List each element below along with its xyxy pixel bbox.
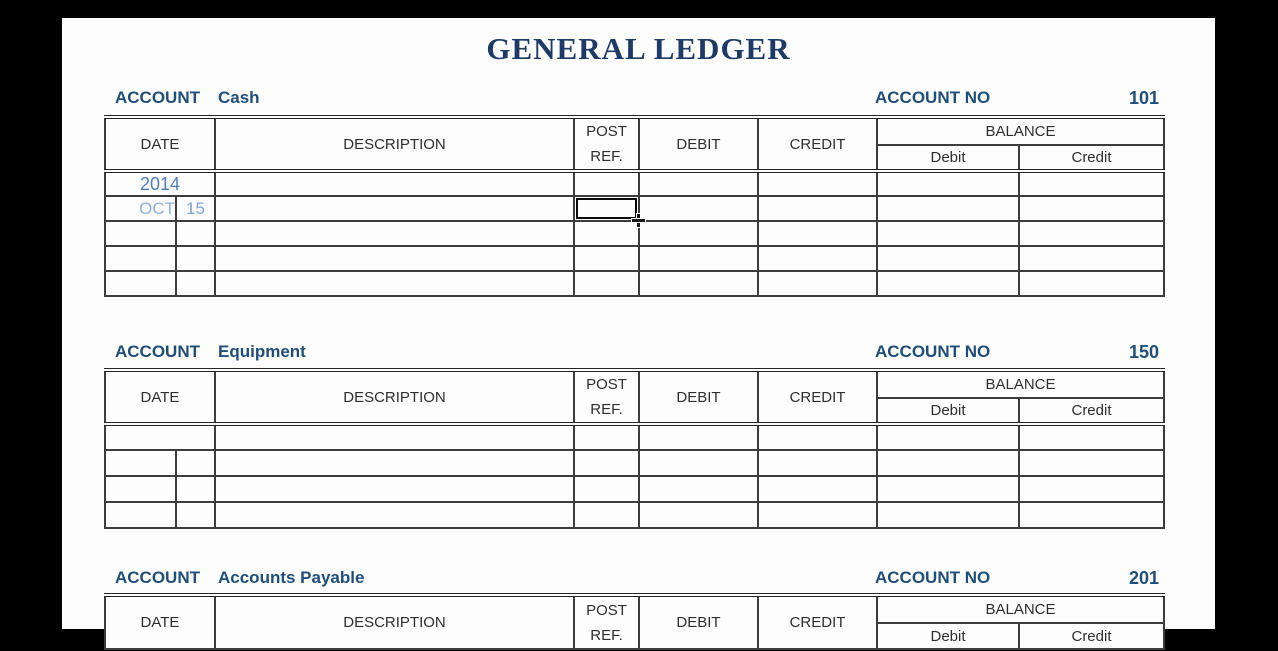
table-row [105, 196, 1164, 221]
col-header-balance-credit: Credit [1019, 398, 1164, 424]
col-header-credit: CREDIT [758, 370, 877, 424]
ledger-cell[interactable] [574, 171, 639, 196]
ledger-cell[interactable] [877, 424, 1019, 450]
ledger-cell[interactable] [1019, 502, 1164, 528]
col-header-balance-debit: Debit [877, 145, 1019, 171]
ledger-cell[interactable] [639, 424, 758, 450]
table-row [105, 271, 1164, 296]
ledger-cell[interactable] [105, 271, 176, 296]
table-row [105, 450, 1164, 476]
ledger-cell[interactable] [639, 271, 758, 296]
ledger-cell[interactable] [574, 221, 639, 246]
selected-cell[interactable] [574, 196, 639, 221]
ledger-cell[interactable] [105, 476, 176, 502]
col-header-post-ref [574, 370, 639, 424]
ledger-cell[interactable] [758, 196, 877, 221]
ledger-cell[interactable] [758, 502, 877, 528]
col-header-balance: BALANCE [877, 595, 1164, 623]
table-row [105, 221, 1164, 246]
date-day-cell[interactable]: 15 [176, 196, 215, 221]
ledger-cell[interactable] [877, 450, 1019, 476]
ledger-page [62, 18, 1215, 645]
col-header-balance-credit: Credit [1019, 623, 1164, 649]
ledger-cell[interactable] [176, 476, 215, 502]
page-title: GENERAL LEDGER [486, 31, 791, 66]
post-ref-line2: REF. [590, 626, 623, 644]
table-row [105, 502, 1164, 528]
ledger-cell[interactable] [1019, 246, 1164, 271]
post-ref-line1: POST [586, 376, 627, 393]
col-header-debit: DEBIT [639, 117, 758, 171]
ledger-cell[interactable] [877, 271, 1019, 296]
ledger-cell[interactable] [758, 246, 877, 271]
ledger-cell[interactable] [215, 450, 574, 476]
ledger-cell[interactable] [215, 246, 574, 271]
col-header-description: DESCRIPTION [215, 595, 574, 649]
table-row [105, 476, 1164, 502]
account-name: Equipment [218, 342, 306, 361]
col-header-date: DATE [105, 117, 215, 171]
account-no-value: 101 [1128, 87, 1159, 108]
account-heading-accounts-payable [104, 566, 1163, 590]
date-month-cell[interactable]: OCT [105, 196, 176, 221]
ledger-cell[interactable] [758, 221, 877, 246]
post-ref-line1: POST [586, 601, 627, 619]
ledger-cell[interactable] [215, 271, 574, 296]
ledger-cell[interactable] [215, 221, 574, 246]
ledger-cell[interactable] [639, 502, 758, 528]
post-ref-line2: REF. [590, 148, 623, 165]
ledger-cell[interactable] [1019, 196, 1164, 221]
account-name: Cash [218, 88, 260, 107]
ledger-cell[interactable] [1019, 450, 1164, 476]
col-header-description: DESCRIPTION [215, 370, 574, 424]
ledger-cell[interactable] [215, 196, 574, 221]
ledger-cell[interactable] [877, 246, 1019, 271]
account-label: ACCOUNT [115, 88, 200, 107]
ledger-cell[interactable] [574, 246, 639, 271]
account-label: ACCOUNT [115, 568, 200, 587]
ledger-cell[interactable] [215, 171, 574, 196]
account-no-value: 201 [1128, 567, 1159, 588]
col-header-date: DATE [105, 370, 215, 424]
ledger-table-accounts-payable [104, 593, 1165, 650]
post-ref-line1: POST [586, 123, 627, 140]
col-header-balance-debit: Debit [877, 398, 1019, 424]
account-no-label: ACCOUNT NO [875, 568, 991, 587]
account-no-label: ACCOUNT NO [875, 342, 991, 361]
ledger-cell[interactable] [105, 450, 176, 476]
account-label: ACCOUNT [115, 342, 200, 361]
ledger-cell[interactable] [574, 450, 639, 476]
ledger-cell[interactable] [105, 246, 176, 271]
ledger-table-cash [104, 115, 1165, 297]
ledger-cell[interactable] [639, 196, 758, 221]
ledger-cell[interactable] [758, 171, 877, 196]
table-row [105, 424, 1164, 450]
col-header-balance: BALANCE [877, 117, 1164, 145]
ledger-cell[interactable] [176, 221, 215, 246]
ledger-cell[interactable] [877, 476, 1019, 502]
ledger-cell[interactable] [215, 476, 574, 502]
col-header-credit: CREDIT [758, 117, 877, 171]
account-no-label: ACCOUNT NO [875, 88, 991, 107]
ledger-cell[interactable] [215, 424, 574, 450]
ledger-cell[interactable] [105, 424, 215, 450]
ledger-cell[interactable] [574, 476, 639, 502]
col-header-post-ref [574, 595, 639, 649]
ledger-table-equipment [104, 368, 1165, 529]
ledger-cell[interactable] [176, 246, 215, 271]
date-year-cell[interactable]: 2014 [105, 171, 215, 196]
account-heading-cash [104, 86, 1163, 110]
col-header-balance-credit: Credit [1019, 145, 1164, 171]
ledger-cell[interactable] [877, 196, 1019, 221]
account-no-value: 150 [1128, 341, 1159, 362]
ledger-cell[interactable] [639, 450, 758, 476]
ledger-cell[interactable] [574, 502, 639, 528]
col-header-debit: DEBIT [639, 370, 758, 424]
ledger-cell[interactable] [105, 502, 176, 528]
ledger-cell[interactable] [758, 476, 877, 502]
ledger-cell[interactable] [758, 271, 877, 296]
ledger-cell[interactable] [1019, 271, 1164, 296]
ledger-cell[interactable] [758, 450, 877, 476]
col-header-date: DATE [105, 595, 215, 649]
ledger-cell[interactable] [1019, 221, 1164, 246]
account-heading-equipment [104, 340, 1163, 364]
col-header-post-ref [574, 117, 639, 171]
ledger-cell[interactable] [176, 271, 215, 296]
ledger-cell[interactable] [877, 171, 1019, 196]
table-row [105, 246, 1164, 271]
account-name: Accounts Payable [218, 568, 365, 587]
col-header-debit: DEBIT [639, 595, 758, 649]
ledger-cell[interactable] [877, 221, 1019, 246]
col-header-balance-debit: Debit [877, 623, 1019, 649]
ledger-cell[interactable] [215, 502, 574, 528]
ledger-cell[interactable] [1019, 424, 1164, 450]
ledger-cell[interactable] [176, 502, 215, 528]
ledger-cell[interactable] [758, 424, 877, 450]
ledger-cell[interactable] [639, 221, 758, 246]
ledger-cell[interactable] [176, 450, 215, 476]
ledger-cell[interactable] [639, 476, 758, 502]
ledger-cell[interactable] [1019, 171, 1164, 196]
col-header-credit: CREDIT [758, 595, 877, 649]
ledger-cell[interactable] [105, 221, 176, 246]
ledger-cell[interactable] [574, 424, 639, 450]
ledger-cell[interactable] [877, 502, 1019, 528]
col-header-balance: BALANCE [877, 370, 1164, 398]
col-header-description: DESCRIPTION [215, 117, 574, 171]
ledger-cell[interactable] [639, 246, 758, 271]
table-row [105, 171, 1164, 196]
ledger-cell[interactable] [639, 171, 758, 196]
ledger-cell[interactable] [1019, 476, 1164, 502]
ledger-cell[interactable] [574, 271, 639, 296]
post-ref-line2: REF. [590, 401, 623, 418]
